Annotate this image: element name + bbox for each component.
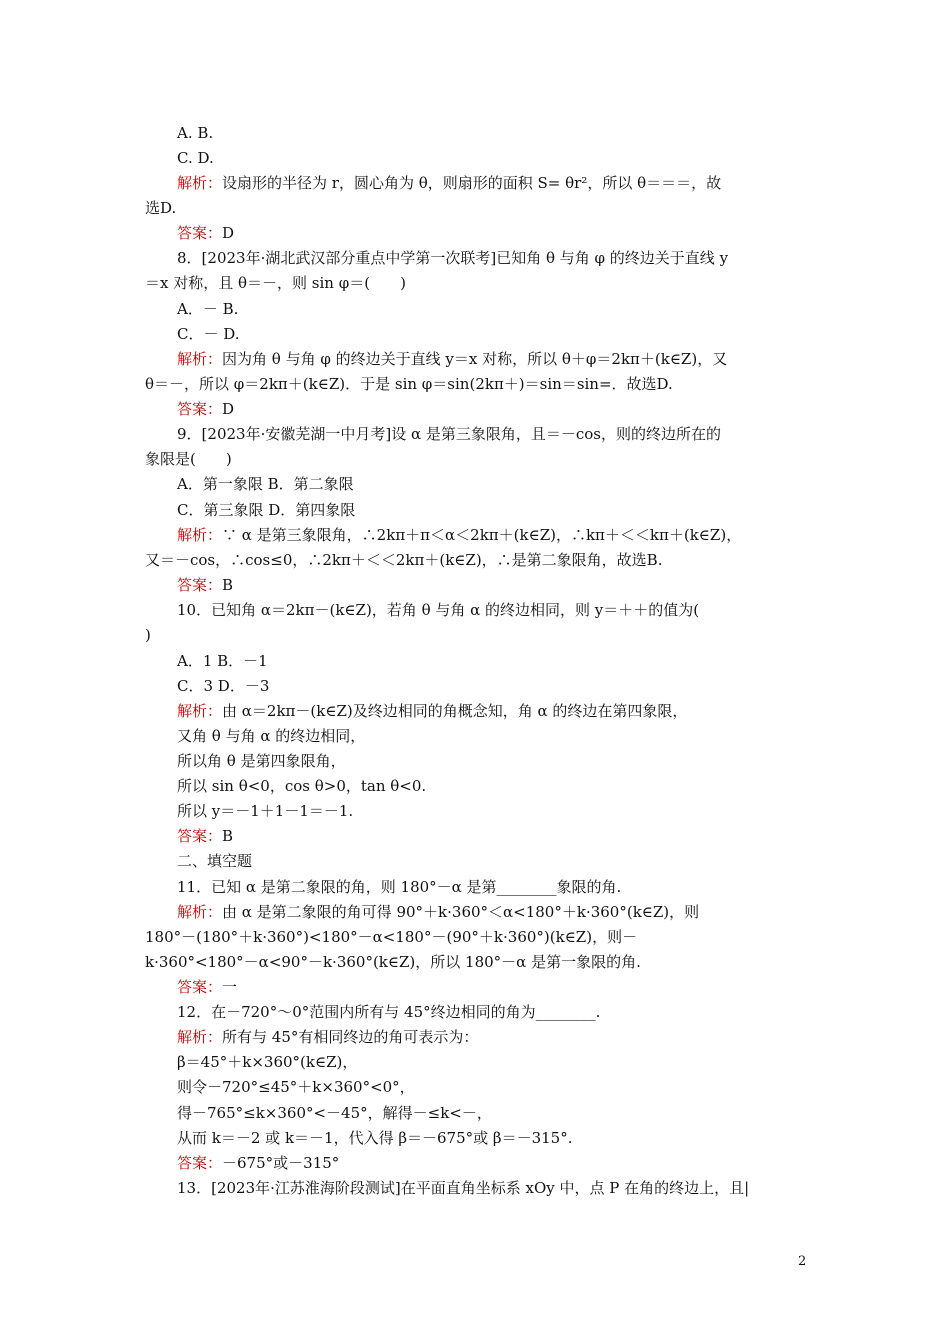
line-text: β＝45°＋k×360°(k∈Z)， [177,1053,358,1071]
line [177,474,354,494]
line-text: 10．已知角 α＝2kπ－(k∈Z)，若角 θ 与角 α 的终边相同，则 y＝＋＋的值为( [177,601,700,619]
line-text: 因为角 θ 与角 φ 的终边关于直线 y＝x 对称，所以 θ＋φ＝2kπ＋(k∈Z)，又 [222,350,728,368]
line-text: 设扇形的半径为 r，圆心角为 θ，则扇形的面积 S= θr²，所以 θ＝＝＝，故 [222,174,722,192]
line-text: 由 α 是第二象限的角可得 90°＋k·360°＜α<180°＋k·360°(k∈Z)，则 [222,903,700,921]
line [177,902,699,922]
line-text: 选D. [145,199,177,217]
line [177,525,741,545]
line [177,1052,357,1072]
line-text: C．3 D．－3 [177,677,270,695]
line [177,299,238,319]
line [177,173,721,193]
line-text: 所以 sin θ<0，cos θ>0，tan θ<0. [177,777,427,795]
line [145,374,673,394]
line [177,500,355,520]
line-text: 象限是( ) [145,450,232,468]
line-label: 答案： [177,400,223,418]
line-text: 所有与 45°有相同终边的角可表示为： [222,1028,479,1046]
line-text: C．－ D. [177,325,240,343]
line-text: 180°－(180°＋k·360°)<180°－α<180°－(90°＋k·360°)(k∈Z)，则－ [145,928,638,946]
line [177,826,233,846]
line-label: 解析： [177,174,223,192]
line-text: D [222,224,235,242]
line-text: 11．已知 α 是第二象限的角，则 180°－α 是第________象限的角. [177,878,622,896]
line-label: 解析： [177,702,223,720]
line [177,1153,339,1173]
line [145,273,406,293]
line-text: D [222,400,235,418]
line-text: θ＝－，所以 φ＝2kπ＋(k∈Z)．于是 sin φ＝sin(2kπ＋)＝sin＝sin=．故选D. [145,375,673,393]
line-text: k·360°<180°－α<90°－k·360°(k∈Z)，所以 180°－α 是第一象限的角. [145,953,641,971]
line [177,726,365,746]
line [177,1027,478,1047]
line-text: A．1 B．－1 [177,652,268,670]
line [145,198,176,218]
line-text: －675°或－315° [222,1154,340,1172]
line [145,952,641,972]
line-text: 二、填空题 [177,852,253,870]
line [177,1077,415,1097]
line-text: A．－ B. [177,300,239,318]
line [177,1002,600,1022]
line-label: 答案： [177,978,223,996]
line-text: 12．在－720°～0°范围内所有与 45°终边相同的角为________. [177,1003,601,1021]
line [177,801,353,821]
line-text: 又＝－cos，∴cos≤0，∴2kπ＋＜＜2kπ＋(k∈Z)，∴是第二象限角，故选B. [145,551,663,569]
line-label: 答案： [177,827,223,845]
line [177,424,721,444]
line-text: 则令－720°≤45°＋k×360°<0°， [177,1078,415,1096]
line [177,851,252,871]
line [177,751,346,771]
line-text: 9．[2023年·安徽芜湖一中月考]设 α 是第三象限角，且＝－cos，则的终边所在的 [177,425,721,443]
line [177,877,621,897]
line-label: 解析： [177,526,223,544]
line [177,148,214,168]
line [145,550,662,570]
line-label: 答案： [177,1154,223,1172]
line [177,701,687,721]
line-text: A. B. [177,124,214,142]
line-label: 解析： [177,903,223,921]
line-label: 解析： [177,350,223,368]
page-number: 2 [798,1254,807,1269]
line-label: 答案： [177,224,223,242]
line [177,676,269,696]
line [177,248,728,268]
line-text: 得－765°≤k×360°<－45°，解得－≤k<－， [177,1104,492,1122]
line [177,399,234,419]
line-label: 解析： [177,1028,223,1046]
line [177,600,699,620]
line [177,1178,749,1198]
line-text: 又角 θ 与角 α 的终边相同， [177,727,366,745]
line-text: C. D. [177,149,214,167]
line-text: 从而 k＝－2 或 k＝－1，代入得 β＝－675°或 β＝－315°. [177,1129,573,1147]
line [177,324,240,344]
line-text: B [222,827,234,845]
line-text: 13．[2023年·江苏淮海阶段测试]在平面直角坐标系 xOy 中，点 P 在角的终边上，且| [177,1179,750,1197]
line [177,575,233,595]
line-text: 一 [222,978,238,996]
line [145,927,637,947]
line-text: A．第一象限 B．第二象限 [177,475,354,493]
line-text: B [222,576,234,594]
line [145,449,232,469]
line [177,977,237,997]
line [177,1103,492,1123]
line [177,651,268,671]
line-text: C．第三象限 D．第四象限 [177,501,356,519]
line-text: ＝x 对称，且 θ＝－，则 sin φ＝( ) [145,274,406,292]
line-text: ∵ α 是第三象限角，∴2kπ＋π＜α＜2kπ＋(k∈Z)，∴kπ＋＜＜kπ＋(k∈Z)， [222,526,742,544]
line [177,123,213,143]
line [177,776,426,796]
line-text: 所以角 θ 是第四象限角， [177,752,346,770]
line [177,349,727,369]
line-text: 由 α＝2kπ－(k∈Z)及终边相同的角概念知，角 α 的终边在第四象限， [222,702,688,720]
line [177,223,234,243]
line [145,625,151,645]
line [177,1128,572,1148]
line-text: 所以 y＝－1＋1－1＝－1. [177,802,354,820]
line-text: ) [145,626,151,644]
line-text: 8．[2023年·湖北武汉部分重点中学第一次联考]已知角 θ 与角 φ 的终边关于直线 y [177,249,729,267]
line-label: 答案： [177,576,223,594]
